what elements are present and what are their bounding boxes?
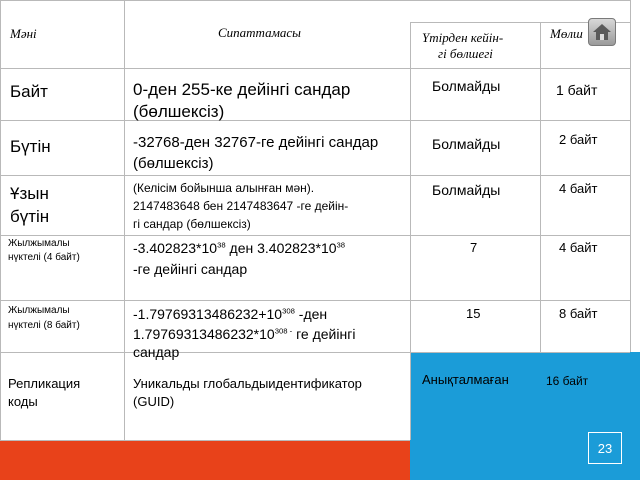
row-description: (GUID): [133, 394, 175, 409]
row-description: -ге дейінгі сандар: [133, 261, 248, 277]
home-icon[interactable]: [588, 18, 616, 46]
row-description: (бөлшексіз): [133, 155, 214, 172]
row-fraction: Болмайды: [432, 182, 501, 198]
slide-number: 23: [588, 432, 622, 464]
row-description: Уникальды глобальдыидентификатор: [133, 376, 362, 391]
header-description: Сипаттамасы: [218, 25, 301, 40]
row-description: (Келісім бойынша алынған мән).: [133, 181, 315, 195]
grid-line: [0, 68, 630, 69]
header-value: Мәні: [10, 26, 37, 41]
row-description: $-1.79769313486232+10^{308}$ -ден: [133, 306, 328, 322]
row-size: 8 байт: [559, 306, 598, 321]
row-fraction: 15: [466, 306, 481, 321]
row-size: 2 байт: [559, 132, 598, 147]
row-fraction: Болмайды: [432, 78, 501, 94]
row-size: 16 байт: [546, 374, 589, 388]
row-description: 0-ден 255-ке дейінгі сандар: [133, 80, 351, 99]
row-description: гі сандар (бөлшексіз): [133, 217, 251, 231]
row-name: Байт: [10, 82, 48, 101]
row-name: нүктелі (8 байт): [8, 320, 80, 331]
header-fraction-line1: Үтірден кейін-: [422, 30, 504, 45]
header-fraction-line2: гі бөлшегі: [438, 46, 493, 61]
row-fraction: Болмайды: [432, 136, 501, 152]
grid-line: [0, 235, 630, 236]
header-size: Мөлш: [550, 26, 583, 41]
row-name: нүктелі (4 байт): [8, 252, 80, 263]
grid-line: [0, 440, 410, 441]
row-description: $-3.402823*10^{38}$ ден $3.402823*10^{38}$: [133, 240, 346, 256]
home-icon-glyph: [589, 19, 615, 45]
row-fraction: Анықталмаған: [422, 372, 509, 387]
grid-line: [0, 120, 630, 121]
row-name: Жылжымалы: [8, 238, 70, 249]
row-description: $1.79769313486232*10^{308 -}$ ге дейінгі: [133, 326, 356, 342]
grid-line: [410, 22, 411, 440]
grid-line: [540, 22, 541, 352]
row-description: -32768-ден 32767-ге дейінгі сандар: [133, 134, 379, 151]
row-name: Бүтін: [10, 137, 51, 156]
grid-line: [0, 352, 630, 353]
row-description: сандар: [133, 344, 180, 360]
row-name: коды: [8, 394, 38, 409]
row-size: 4 байт: [559, 240, 598, 255]
grid-line: [0, 0, 630, 1]
row-size: 4 байт: [559, 181, 598, 196]
row-name: бүтін: [10, 207, 50, 226]
grid-line: [0, 0, 1, 440]
grid-line: [124, 0, 125, 440]
row-size: 1 байт: [556, 82, 598, 98]
grid-line: [630, 0, 631, 352]
row-name: Репликация: [8, 376, 81, 391]
grid-line: [0, 175, 630, 176]
row-name: Ұзын: [10, 184, 49, 203]
row-description: 2147483648 бен 2147483647 -ге дейін-: [133, 199, 349, 213]
row-name: Жылжымалы: [8, 305, 70, 316]
row-description: (бөлшексіз): [133, 102, 225, 121]
grid-line: [0, 300, 630, 301]
row-fraction: 7: [470, 240, 478, 255]
